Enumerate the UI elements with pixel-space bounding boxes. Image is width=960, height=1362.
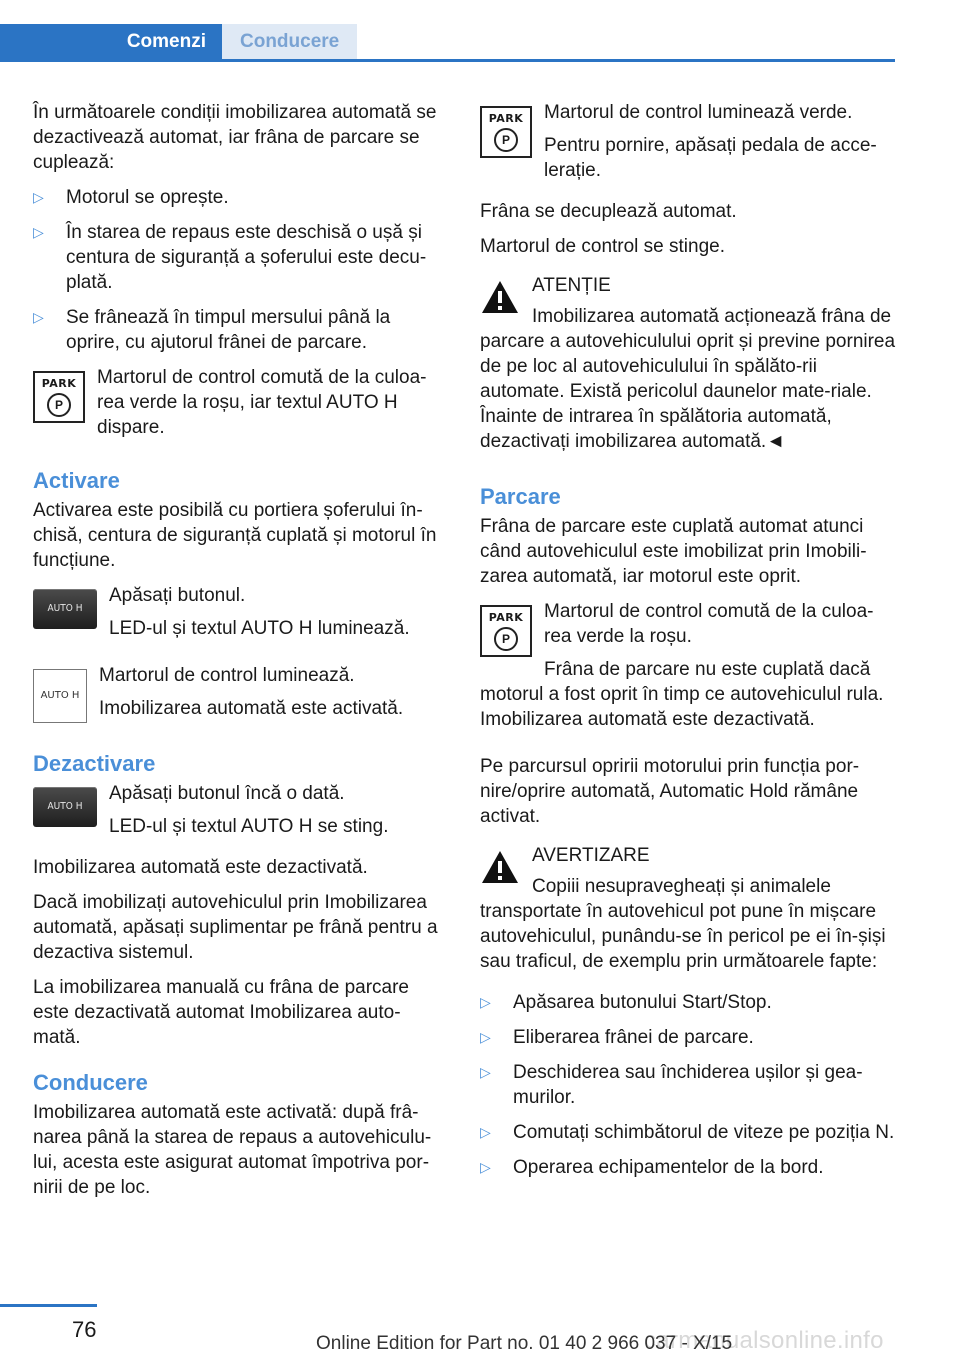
right-p1: Frâna se decuplează automat. (480, 201, 737, 222)
triangle-bullet-icon: ▷ (33, 309, 44, 325)
list-item: ▷ În starea de repaus este deschisă o ușă și centura de siguranță a șoferului este decu‐plată. (33, 222, 427, 293)
triangle-bullet-icon: ▷ (480, 1029, 491, 1045)
edition-footer: Online Edition for Part no. 01 40 2 966 037 - X/15 (316, 1333, 733, 1354)
dezactivare-step-2: LED-ul și textul AUTO H se sting. (109, 816, 389, 837)
left-column (33, 100, 448, 1210)
park-indicator-green (480, 100, 900, 191)
list-item: ▷ Motorul se oprește. (33, 187, 229, 208)
heading-activare: Activare (33, 468, 120, 493)
header-rule (0, 59, 895, 62)
warning-atentie (480, 273, 900, 462)
warning-text: Imobilizarea automată acționează frâna de parcare a autovehiculului oprit și previne pornirea de pe loc al autovehiculului în spălăto‐rii automate. Există pericolul daunelor mate‐riale. Înainte de intrarea în spălătoria automată, dezactivați imobilizarea automată.◄ (480, 306, 896, 452)
park-green-1: Martorul de control luminează verde. (544, 102, 853, 123)
tab-conducere[interactable]: Conducere (222, 24, 357, 59)
park-indicator-note (33, 365, 448, 448)
activare-indicator (33, 663, 448, 729)
heading-parcare: Parcare (480, 484, 561, 509)
park-brake-icon: PARK P (480, 605, 532, 657)
triangle-bullet-icon: ▷ (33, 189, 44, 205)
auto-h-button-icon: AUTO H (33, 589, 97, 629)
activare-step-2: LED-ul și textul AUTO H luminează. (109, 618, 410, 639)
warning-title: AVERTIZARE (532, 845, 650, 866)
footer-rule (0, 1304, 97, 1307)
triangle-bullet-icon: ▷ (480, 994, 491, 1010)
triangle-bullet-icon: ▷ (480, 1159, 491, 1175)
list-item: ▷ Operarea echipamentelor de la bord. (480, 1157, 824, 1178)
parcare-note-2: Frâna de parcare nu este cuplată dacă motorul a fost oprit în timp ce autovehiculul rula. Imobilizarea automată este dezactivată. (480, 659, 884, 730)
list-item: ▷ Deschiderea sau închiderea ușilor și gea‐murilor. (480, 1062, 863, 1108)
warning-title: ATENȚIE (532, 275, 611, 296)
intro-paragraph: În următoarele condiții imobilizarea automată se dezactivează automat, iar frâna de parcare se cuplează: (33, 102, 437, 173)
hazard-actions-list (480, 990, 900, 1180)
triangle-bullet-icon: ▷ (33, 224, 44, 240)
dezactivare-p1: Imobilizarea automată este dezactivată. (33, 857, 368, 878)
activare-indicator-1: Martorul de control luminează. (99, 665, 355, 686)
list-item: ▷ Comutați schimbătorul de viteze pe poziția N. (480, 1122, 895, 1143)
triangle-bullet-icon: ▷ (480, 1064, 491, 1080)
park-brake-icon: PARK P (480, 106, 532, 158)
dezactivare-step-1: Apăsați butonul încă o dată. (109, 783, 345, 804)
conducere-text: Imobilizarea automată este activată: după frâ‐narea până la starea de repaus a autovehiculu‐lui, acesta este asigurat automat împotriva por‐nirii de pe loc. (33, 1102, 432, 1198)
park-brake-icon: PARK P (33, 371, 85, 423)
warning-triangle-icon (480, 849, 520, 885)
activare-text: Activarea este posibilă cu portiera șoferului în‐chisă, centura de siguranță cuplată și motorul în funcțiune. (33, 500, 437, 571)
list-item: ▷ Eliberarea frânei de parcare. (480, 1027, 754, 1048)
parcare-note-1: Martorul de control comută de la culoa‐rea verde la roșu. (544, 601, 874, 647)
warning-text: Copiii nesupravegheați și animalele transportate în autovehicul pot pune în mișcare autovehiculul, punându-se în pericol pe ei în‐șiși sau traficul, de exemplu prin următoarele fapte: (480, 876, 886, 972)
right-column (480, 100, 900, 1190)
dezactivare-p3: La imobilizarea manuală cu frâna de parcare este dezactivată automat Imobilizarea auto‐mată. (33, 977, 409, 1048)
heading-dezactivare: Dezactivare (33, 751, 156, 776)
park-indicator-red (480, 599, 900, 740)
auto-h-button-icon: AUTO H (33, 787, 97, 827)
list-item: ▷ Se frânează în timpul mersului până la oprire, cu ajutorul frânei de parcare. (33, 307, 391, 353)
park-note-text: Martorul de control comută de la culoa‐rea verde la roșu, iar textul AUTO H dispare. (97, 367, 427, 438)
parcare-text: Frâna de parcare este cuplată automat atunci când autovehiculul este imobilizat prin Imobili‐zarea automată, iar motorul este oprit. (480, 516, 867, 587)
park-green-2: Pentru pornire, apăsați pedala de acce‐lerație. (544, 135, 877, 181)
right-p3: Pe parcursul opririi motorului prin funcția por‐nire/oprire automată, Automatic Hold rămâne activat. (480, 756, 860, 827)
watermark: carmanualsonline.info (644, 1327, 884, 1354)
page-number: 76 (72, 1317, 97, 1342)
list-item: ▷ Apăsarea butonului Start/Stop. (480, 992, 772, 1013)
heading-conducere: Conducere (33, 1070, 148, 1095)
deactivation-conditions-list (33, 185, 448, 355)
dezactivare-button-step (33, 781, 448, 847)
activare-button-step (33, 583, 448, 649)
right-p2: Martorul de control se stinge. (480, 236, 726, 257)
page-header (0, 24, 895, 62)
auto-h-indicator-icon: AUTO H (33, 669, 87, 723)
activare-indicator-2: Imobilizarea automată este activată. (99, 698, 404, 719)
warning-avertizare (480, 843, 900, 982)
activare-step-1: Apăsați butonul. (109, 585, 246, 606)
tab-comenzi[interactable]: Comenzi (0, 24, 222, 62)
warning-triangle-icon (480, 279, 520, 315)
triangle-bullet-icon: ▷ (480, 1124, 491, 1140)
dezactivare-p2: Dacă imobilizați autovehiculul prin Imobilizarea automată, apăsați suplimentar pe frână pentru a dezactiva sistemul. (33, 892, 438, 963)
